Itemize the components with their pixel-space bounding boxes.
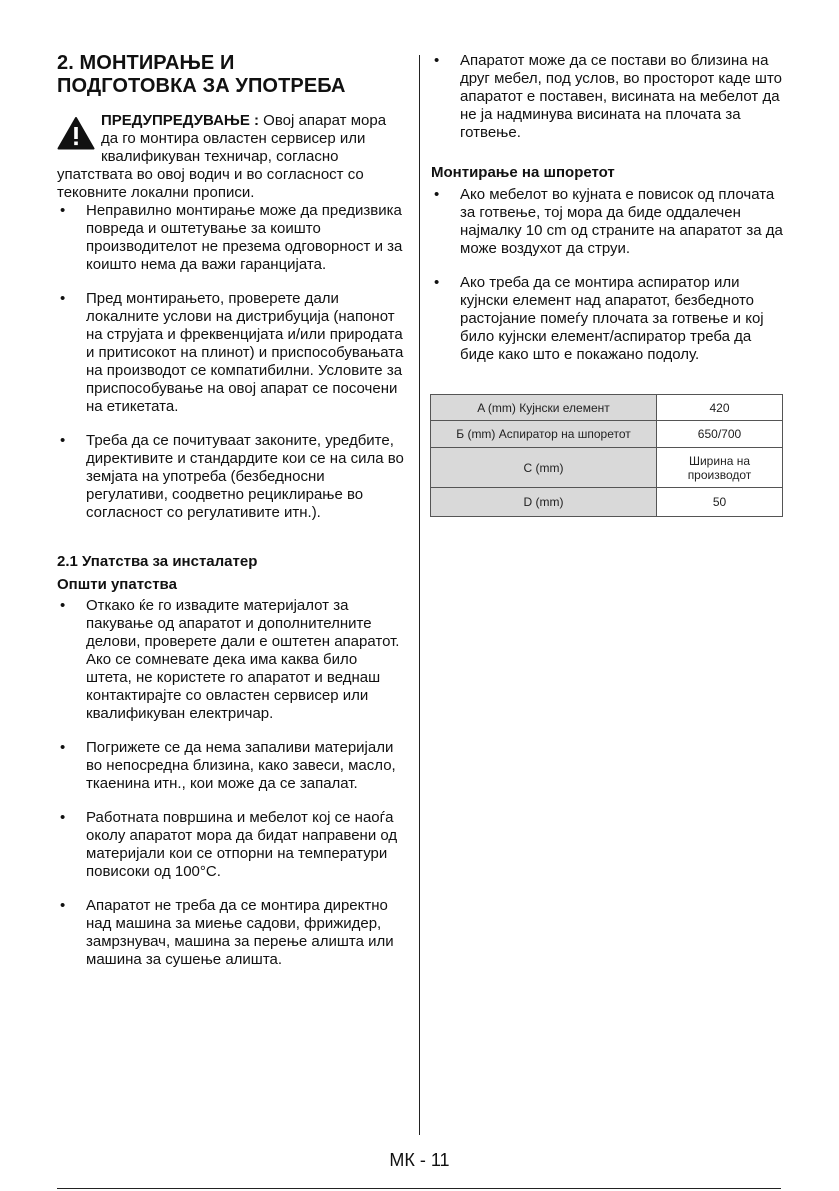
footer-rule (57, 1188, 781, 1189)
clearance-table (430, 394, 783, 517)
list-item: • Апаратот не треба да се монтира директно над машина за миење садови, фрижидер, замрзнувач, машина за перење алишта или машина за сушење алишта. (57, 897, 405, 969)
list-item: • Откако ќе го извадите материјалот за пакување од апаратот и дополнителните делови, проверете дали е оштетен апаратот. Ако се сомневате дека има каква било штета, не користете го апаратот и веднаш контактирајте со овластен сервисер или квалификуван електричар. (57, 597, 405, 723)
table-row (431, 488, 783, 517)
section-title (57, 52, 405, 98)
table-cell-value: 650/700 (657, 421, 783, 448)
warning-text: Овој апарат мора да го монтира овластен сервисер или квалификуван техничар, согласно упатствата во овој водич и во согласност со тековните локални прописи. (57, 112, 387, 201)
installer-bullet-list (57, 597, 405, 969)
list-item: • Ако треба да се монтира аспиратор или кујнски елемент над апаратот, безбедното растојание помеѓу плочата за готвење и кој било кујнски елемент/аспиратор треба да биде како што е покажано подолу. (431, 274, 783, 364)
table-cell-label: D (mm) (431, 488, 657, 517)
table-row (431, 395, 783, 421)
table-cell-value: 420 (657, 395, 783, 421)
list-item: • Неправилно монтирање може да предизвика повреда и оштетување за коишто производителот не презема одговорност и за коишто нема да важи гаранцијата. (57, 202, 405, 274)
left-column (57, 52, 405, 969)
right-column (431, 52, 783, 517)
table-cell-value: 50 (657, 488, 783, 517)
table-row (431, 421, 783, 448)
installer-heading: 2.1 Упатства за инсталатер (57, 553, 258, 570)
table-cell-label: C (mm) (431, 448, 657, 488)
list-item: • Работната површина и мебелот кој се наоѓа околу апаратот мора да бидат направени од материјали кои се отпорни на температури повисоки од 100°C. (57, 809, 405, 881)
stove-bullet-list (431, 186, 783, 364)
table-cell-label: A (mm) Кујнски елемент (431, 395, 657, 421)
table-cell-label: Б (mm) Аспиратор на шпоретот (431, 421, 657, 448)
list-item: • Апаратот може да се постави во близина на друг мебел, под услов, во просторот каде што апаратот е поставен, висината на мебелот да не ја надминува висината на плочата за готвење. (431, 52, 783, 142)
section-title-line1: 2. МОНТИРАЊЕ И (57, 52, 235, 74)
list-item: • Треба да се почитуваат законите, уредбите, директивите и стандардите кои се на сила во земјата на употреба (безбедносни регулативи, соодветно рециклирање во согласност со регулативите итн.). (57, 432, 405, 522)
warning-label: ПРЕДУПРЕДУВАЊЕ : (101, 112, 260, 129)
page-number: МК - 11 (389, 1150, 450, 1170)
placement-bullet-list (431, 52, 783, 142)
table-cell-value: Ширина на производот (657, 448, 783, 488)
list-item: • Погрижете се да нема запаливи материјали во непосредна близина, како завеси, масло, ткаенина итн., кои може да се запалат. (57, 739, 405, 793)
list-item: • Пред монтирањето, проверете дали локалните услови на дистрибуција (напонот на струјата и фреквенцијата и/или природата и притисокот на плинот) и приспособувањата на производот се компатибилни. Условите за приспособување на овој апарат се посочени на етикетата. (57, 290, 405, 416)
intro-bullet-list (57, 202, 405, 522)
warning-triangle-icon (57, 116, 95, 150)
stove-mounting-heading: Монтирање на шпоретот (431, 164, 615, 181)
list-item: • Ако мебелот во кујната е повисок од плочата за готвење, тој мора да биде оддалечен најмалку 10 cm од страните на апаратот за да може воздухот да струи. (431, 186, 783, 258)
section-title-line2: ПОДГОТОВКА ЗА УПОТРЕБА (57, 75, 346, 97)
general-instructions-heading: Општи упатства (57, 576, 177, 593)
table-row (431, 448, 783, 488)
column-divider (419, 55, 420, 1135)
warning-block (57, 112, 405, 202)
